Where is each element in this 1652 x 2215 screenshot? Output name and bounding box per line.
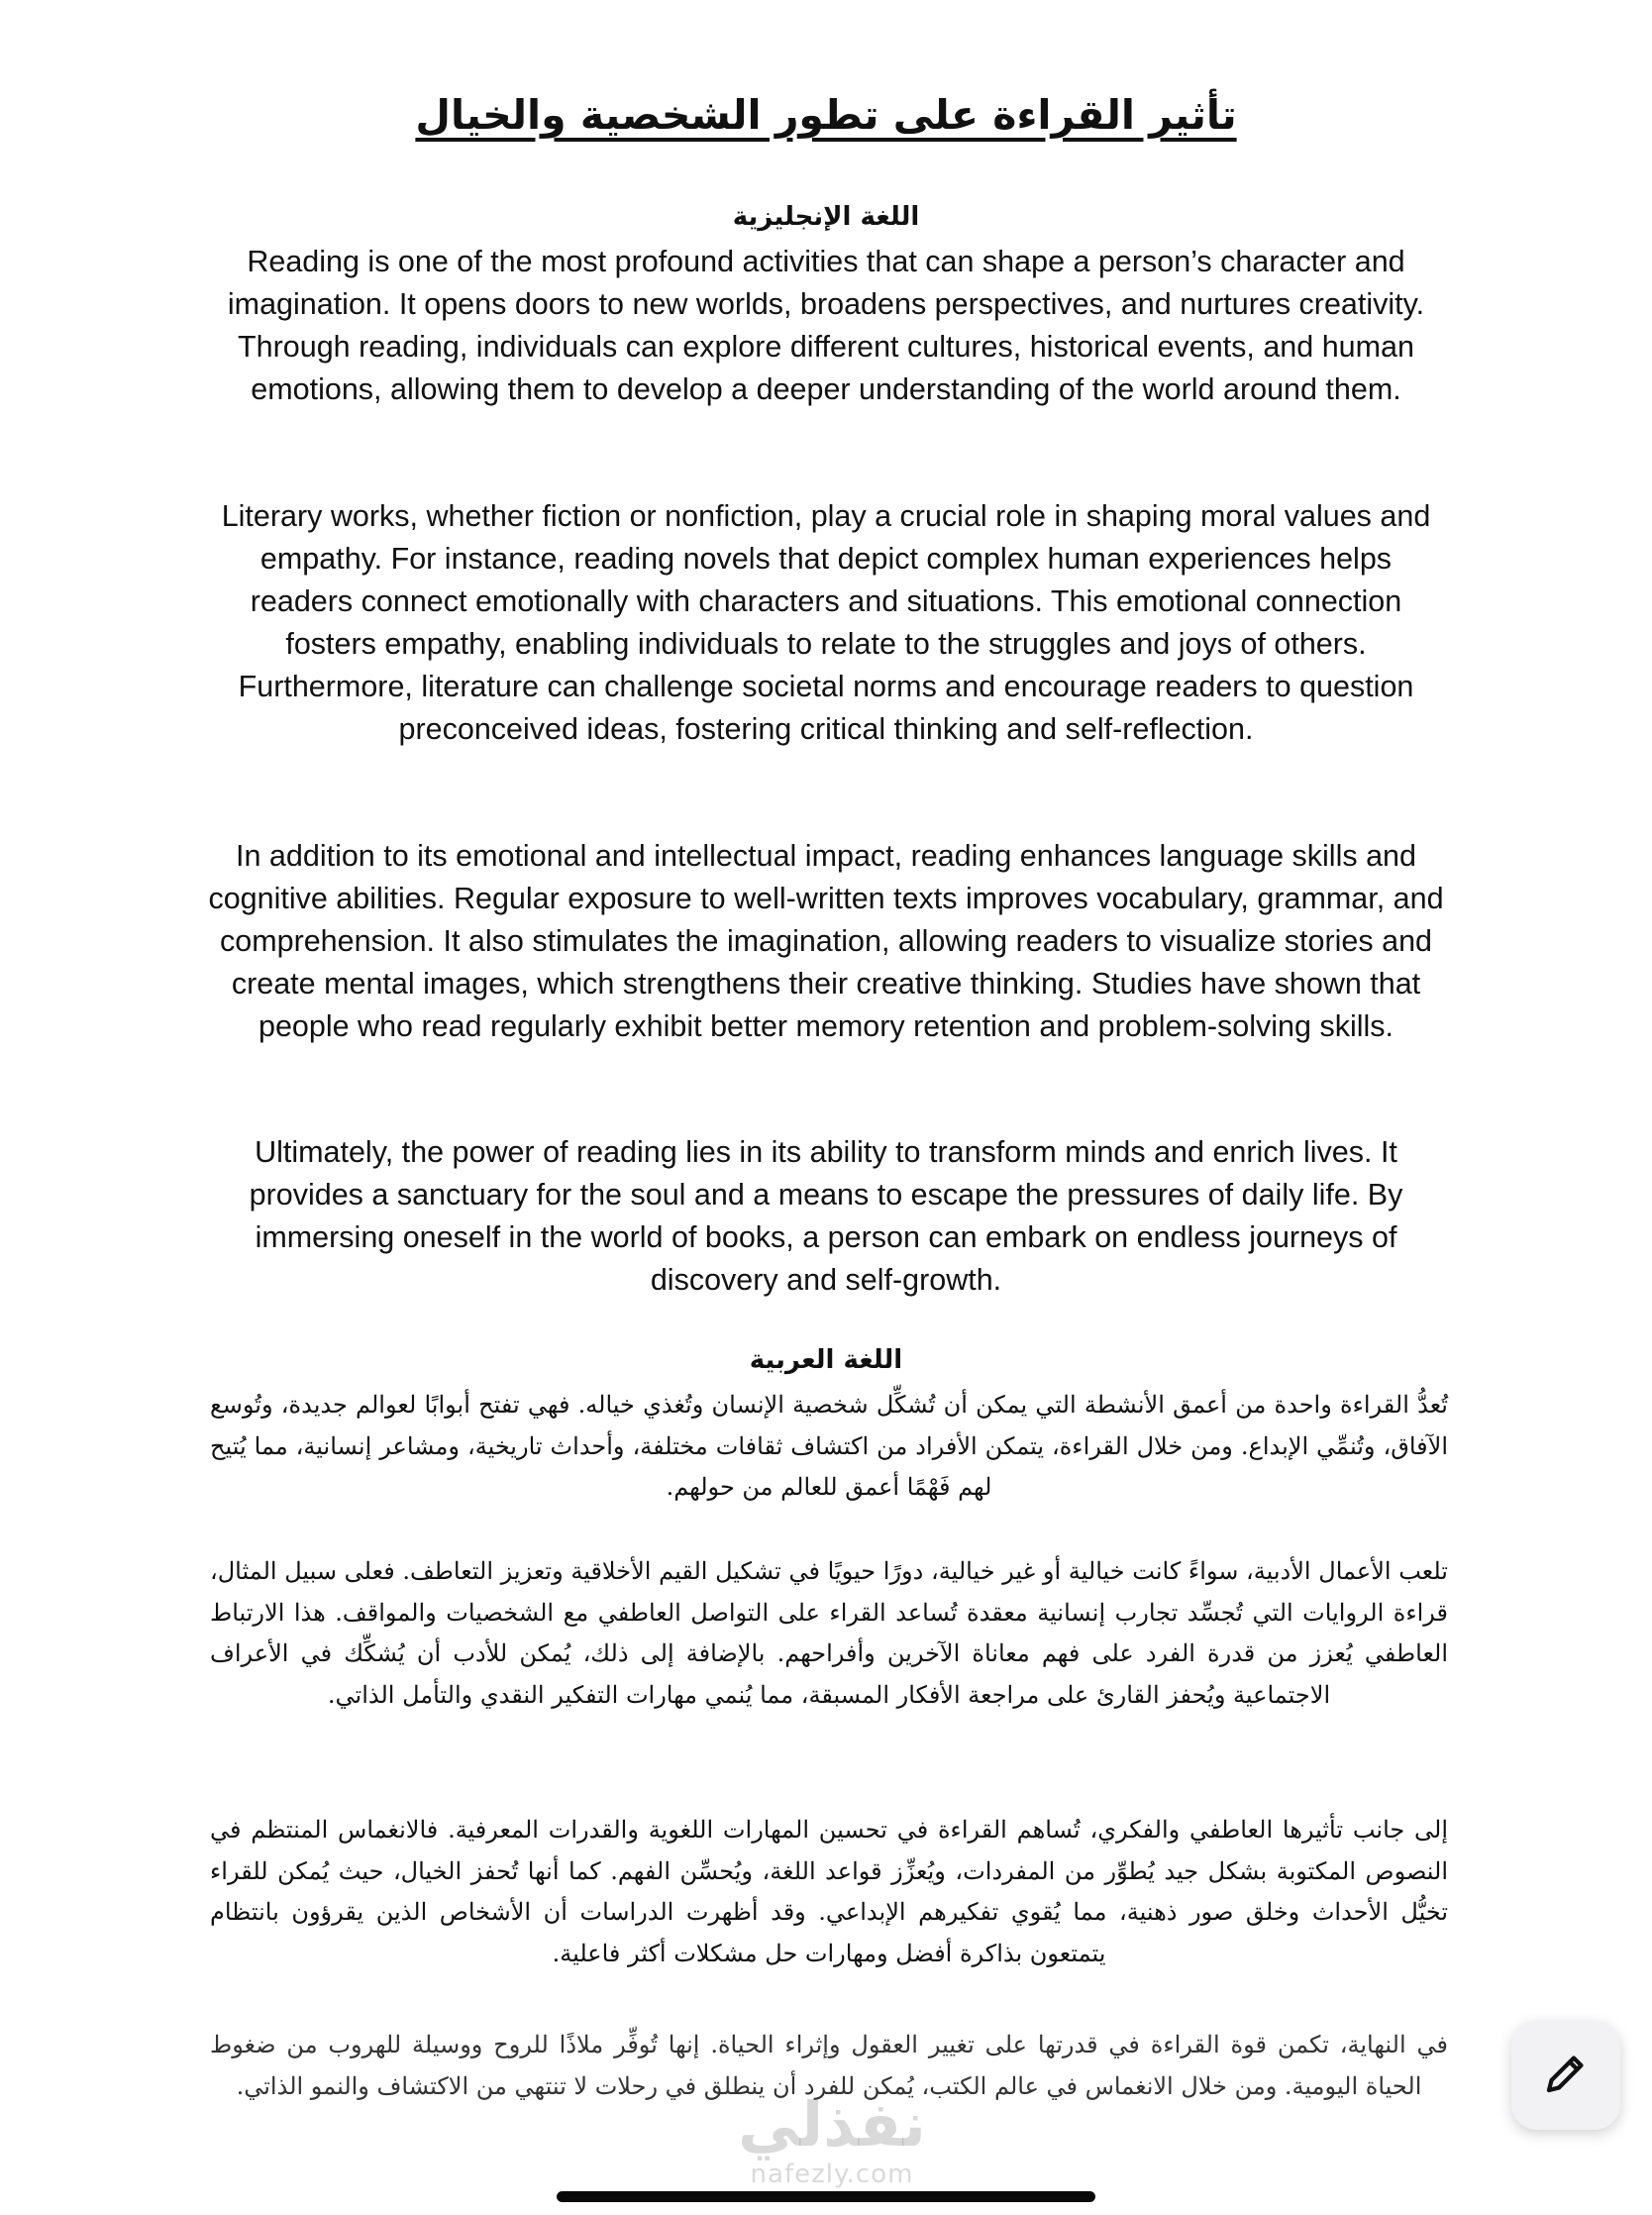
arabic-paragraph: تُعدُّ القراءة واحدة من أعمق الأنشطة التي يمكن أن تُشكِّل شخصية الإنسان وتُغذي خياله. فهي تفتح أبوابًا لعوالم جديدة، وتُوسع الآفاق، وتُنمِّي الإبداع. ومن خلال القراءة، يتمكن الأفراد من اكتشاف ثقافات مختلفة، وأحداث تاريخية، ومشاعر إنسانية، مما يُتيح لهم فَهْمًا أعمق للعالم من حولهم. <box>210 1391 1448 1501</box>
english-paragraph: Reading is one of the most profound activities that can shape a person’s character and imagination. It opens doors to new worlds, broadens perspectives, and nurtures creativity. Through reading, individuals can explore different cultures, historical events, and human emotions, allowing them to develop a deeper understanding of the world around them. <box>227 245 1425 406</box>
document-title: تأثير القراءة على تطور الشخصية والخيال <box>415 91 1237 139</box>
arabic-paragraph: في النهاية، تكمن قوة القراءة في قدرتها على تغيير العقول وإثراء الحياة. إنها تُوفِّر ملاذًا للروح ووسيلة للهروب من ضغوط الحياة اليومية. ومن خلال الانغماس في عالم الكتب، يُمكن للفرد أن ينطلق في رحلات لا تنتهي من الاكتشاف والنمو الذاتي. <box>210 2031 1448 2100</box>
pencil-icon <box>1540 2048 1592 2104</box>
edit-button[interactable] <box>1511 2021 1620 2130</box>
arabic-section-heading: اللغة العربية <box>749 1345 903 1375</box>
arabic-paragraph: إلى جانب تأثيرها العاطفي والفكري، تُساهم القراءة في تحسين المهارات اللغوية والقدرات المعرفية. فالانغماس المنتظم في النصوص المكتوبة بشكل جيد يُطوِّر من المفردات، ويُعزِّز قواعد اللغة، ويُحسِّن الفهم. كما أنها تُحفز الخيال، حيث يُمكن للقراء تخيُّل الأحداث وخلق صور ذهنية، مما يُقوي تفكيرهم الإبداعي. وقد أظهرت الدراسات أن الأشخاص الذين يقرؤون بانتظام يتمتعون بذاكرة أفضل ومهارات حل مشكلات أكثر فاعلية. <box>210 1816 1448 1967</box>
english-section-heading: اللغة الإنجليزية <box>732 202 920 232</box>
watermark-logo: نفذلي <box>738 2088 926 2161</box>
watermark-url: nafezly.com <box>750 2160 914 2189</box>
english-paragraph: Literary works, whether fiction or nonfiction, play a crucial role in shaping moral values and empathy. For instance, reading novels that depict complex human experiences helps readers connect emotionally with characters and situations. This emotional connection fosters empathy, enabling individuals to relate to the struggles and joys of others. Furthermore, literature can challenge societal norms and encourage readers to question preconceived ideas, fostering critical thinking and self-reflection. <box>221 499 1431 746</box>
arabic-paragraph: تلعب الأعمال الأدبية، سواءً كانت خيالية أو غير خيالية، دورًا حيويًا في تشكيل القيم الأخلاقية وتعزيز التعاطف. فعلى سبيل المثال، قراءة الروايات التي تُجسِّد تجارب إنسانية معقدة تُساعد القراء على التواصل العاطفي مع الشخصيات والمواقف. هذا الارتباط العاطفي يُعزز من قدرة الفرد على فهم معاناة الآخرين وأفراحهم. بالإضافة إلى ذلك، يُمكن للأدب أن يُشكِّك في الأعراف الاجتماعية ويُحفز القارئ على مراجعة الأفكار المسبقة، مما يُنمي مهارات التفكير النقدي والتأمل الذاتي. <box>210 1557 1449 1709</box>
home-indicator <box>557 2191 1095 2202</box>
english-paragraph: Ultimately, the power of reading lies in its ability to transform minds and enrich lives. It provides a sanctuary for the soul and a means to escape the pressures of daily life. By immersing oneself in the world of books, a person can embark on endless journeys of discovery and self-growth. <box>249 1135 1403 1297</box>
english-paragraph: In addition to its emotional and intellectual impact, reading enhances language skills and cognitive abilities. Regular exposure to well-written texts improves vocabulary, grammar, and comprehension. It also stimulates the imagination, allowing readers to visualize stories and create mental images, which strengthens their creative thinking. Studies have shown that people who read regularly exhibit better memory retention and problem-solving skills. <box>208 839 1444 1043</box>
